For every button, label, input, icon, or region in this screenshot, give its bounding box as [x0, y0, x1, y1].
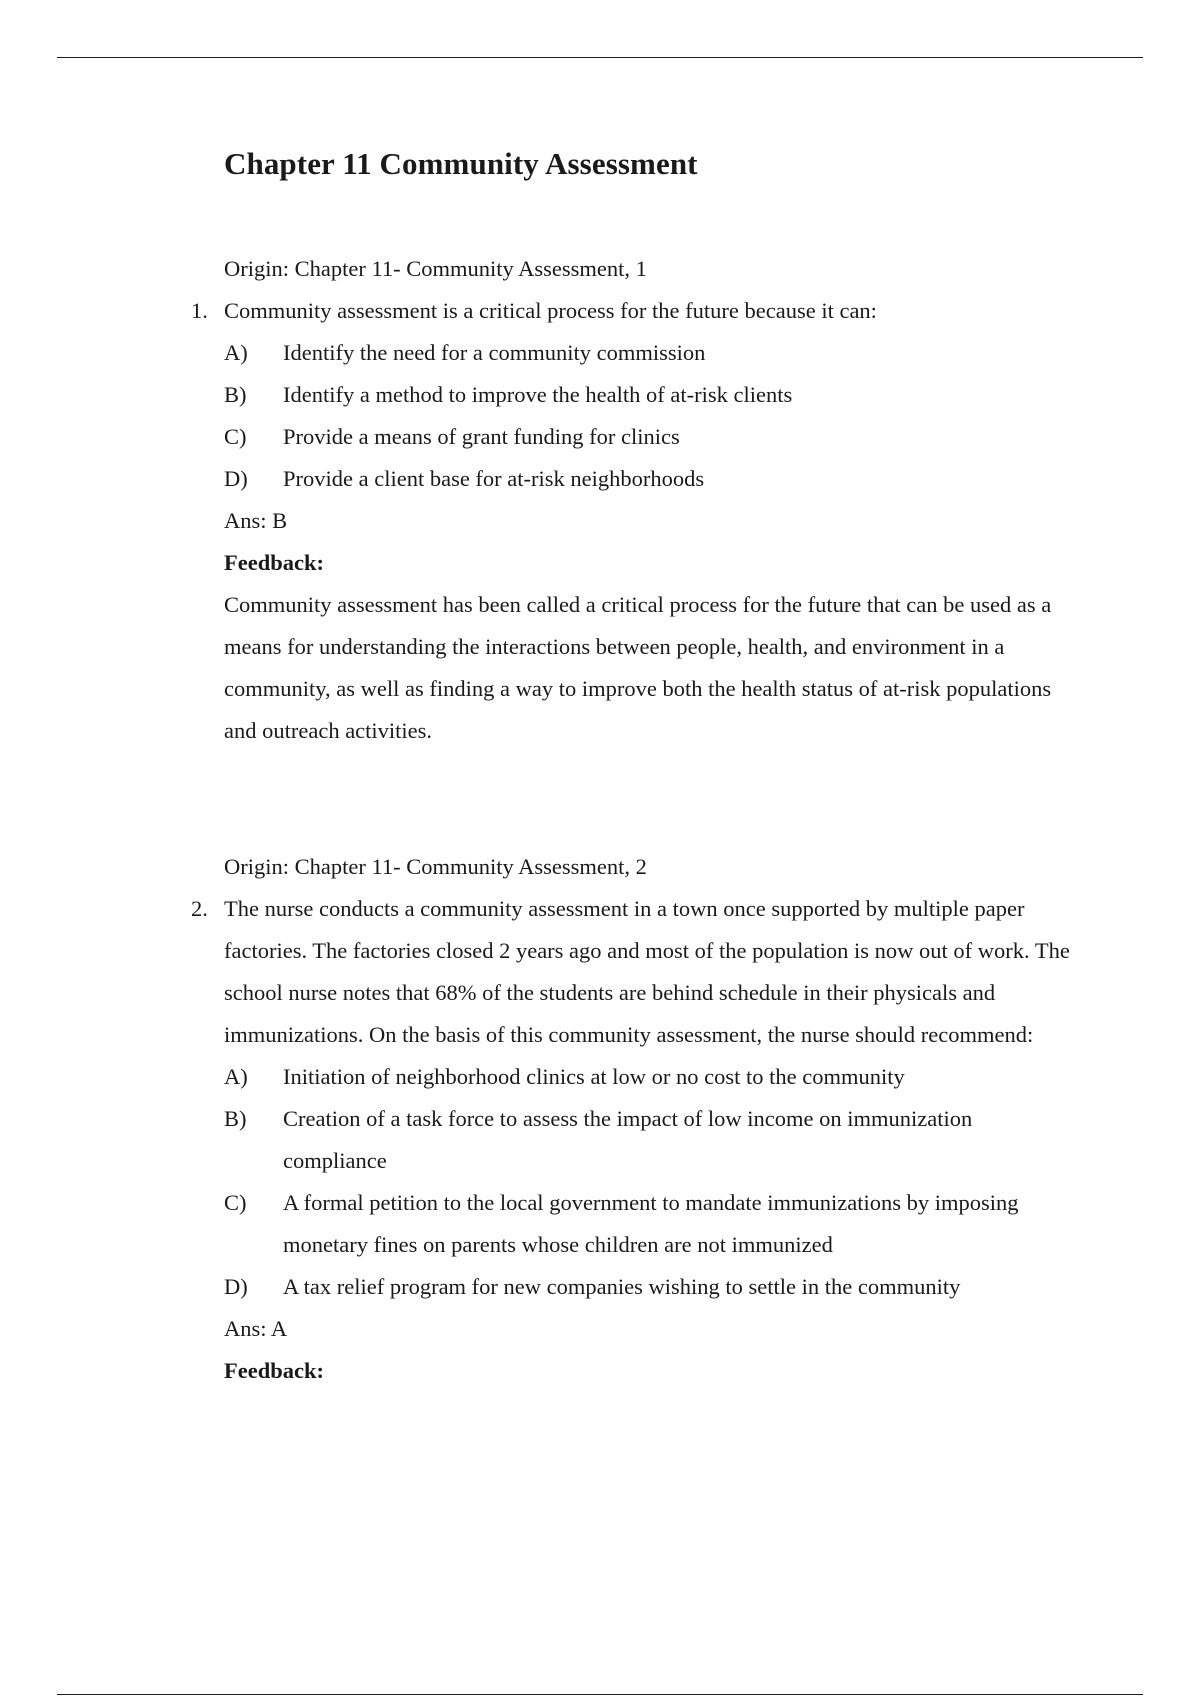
- option-text: Initiation of neighborhood clinics at low or no cost to the community: [283, 1064, 905, 1089]
- option-text: Creation of a task force to assess the impact of low income on immunization compliance: [283, 1106, 973, 1173]
- question-1: [0, 248, 1200, 752]
- option-c: [224, 1182, 1080, 1266]
- option-text: Provide a client base for at-risk neighborhoods: [283, 466, 705, 491]
- option-letter: B): [224, 382, 247, 407]
- option-b: [224, 1098, 1080, 1182]
- option-letter: C): [224, 1190, 247, 1215]
- feedback-text: Community assessment has been called a critical process for the future that can be used as a means for understanding the interactions between people, health, and environment in a community, as well as finding a way to improve both the health status of at-risk populations and outreach activities.: [224, 592, 1052, 743]
- option-text: Provide a means of grant funding for clinics: [283, 424, 680, 449]
- question-stem-row: [191, 290, 1080, 332]
- option-letter: B): [224, 1106, 247, 1131]
- option-text: A tax relief program for new companies wishing to settle in the community: [283, 1274, 961, 1299]
- option-a: [224, 1056, 1080, 1098]
- bottom-rule: [57, 1694, 1143, 1695]
- feedback-label: Feedback:: [224, 550, 324, 575]
- answer: Ans: B: [224, 508, 288, 533]
- option-letter: A): [224, 1064, 248, 1089]
- option-text: Identify a method to improve the health of at-risk clients: [283, 382, 793, 407]
- top-rule: [57, 57, 1143, 58]
- feedback-label: Feedback:: [224, 1358, 324, 1383]
- option-b: [224, 374, 1080, 416]
- option-letter: A): [224, 340, 248, 365]
- question-number: 1.: [191, 298, 208, 323]
- question-stem: The nurse conducts a community assessment in a town once supported by multiple paper factories. The factories closed 2 years ago and most of the population is now out of work. The school nurse notes that 68% of the students are behind schedule in their physicals and immunizations. On the basis of this community assessment, the nurse should recommend:: [224, 896, 1070, 1047]
- option-d: [224, 458, 1080, 500]
- option-text: Identify the need for a community commission: [283, 340, 706, 365]
- option-letter: D): [224, 466, 248, 491]
- option-letter: D): [224, 1274, 248, 1299]
- question-stem: Community assessment is a critical process for the future because it can:: [224, 298, 877, 323]
- answer: Ans: A: [224, 1316, 288, 1341]
- option-a: [224, 332, 1080, 374]
- page-title: Chapter 11 Community Assessment: [224, 146, 698, 181]
- option-d: [224, 1266, 1080, 1308]
- option-letter: C): [224, 424, 247, 449]
- question-2: [0, 846, 1200, 1392]
- question-origin: Origin: Chapter 11- Community Assessment, 1: [224, 256, 647, 281]
- option-text: A formal petition to the local government to mandate immunizations by imposing monetary fines on parents whose children are not immunized: [283, 1190, 1019, 1257]
- option-c: [224, 416, 1080, 458]
- question-origin: Origin: Chapter 11- Community Assessment, 2: [224, 854, 647, 879]
- question-stem-row: [191, 888, 1080, 1056]
- question-number: 2.: [191, 896, 208, 921]
